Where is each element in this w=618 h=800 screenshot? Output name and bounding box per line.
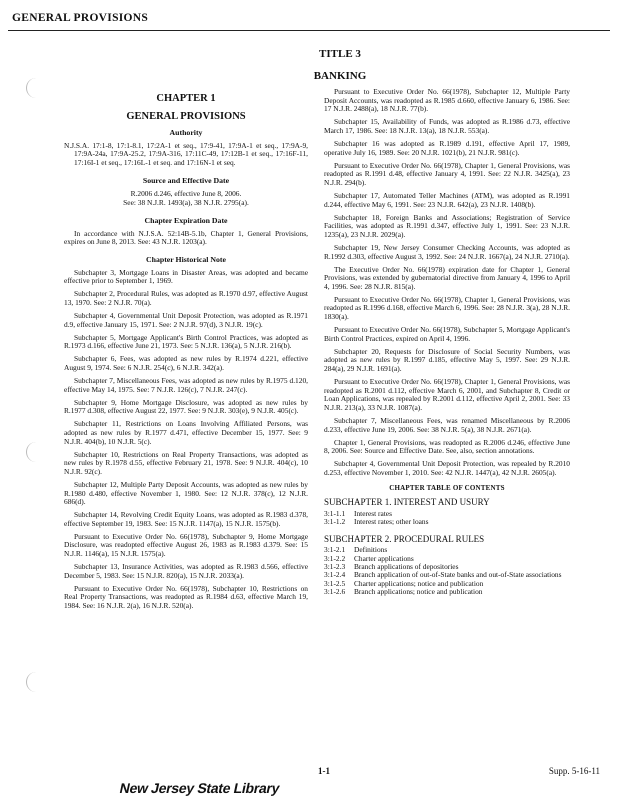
toc-entry[interactable] xyxy=(324,518,570,526)
history-note: Subchapter 14, Revolving Credit Equity Loans, was adopted as R.1983 d.378, effective September 19, 1983. See: 15 N.J.R. 1147(a), 15 N.J.R. 1575(b). xyxy=(64,510,308,528)
chapter-number: CHAPTER 1 xyxy=(156,93,216,104)
toc-section-number: 3:1-2.2 xyxy=(324,553,346,563)
history-note: Subchapter 20, Requests for Disclosure of Social Security Numbers, was adopted as new rules by R.1997 d.185, effective May 5, 1997. See: 29 N.J.R. 284(a), 29 N.J.R. 1691(a). xyxy=(324,346,570,374)
expiration-text: In accordance with N.J.S.A. 52:14B-5.1b, Chapter 1, General Provisions, expires on June 8, 2013. See: 43 N.J.R. 1203(a). xyxy=(64,228,308,247)
history-note: Chapter 1, General Provisions, was readopted as R.2006 d.246, effective June 8, 2006. See: Source and Effective Date. See, also, section annotations. xyxy=(324,437,570,456)
subchapter-1-heading: SUBCHAPTER 1. INTEREST AND USURY xyxy=(324,497,490,508)
toc-section-title: Branch application of out-of-State banks and out-of-State associations xyxy=(354,570,562,580)
right-column xyxy=(324,88,570,597)
library-stamp: New Jersey State Library xyxy=(118,780,282,796)
page-number: 1-1 xyxy=(318,766,330,776)
source-line-1: R.2006 d.246, effective June 8, 2006. xyxy=(130,188,242,198)
toc-section-title: Branch applications; notice and publication xyxy=(354,587,483,597)
authority-heading: Authority xyxy=(169,128,203,137)
history-note: Pursuant to Executive Order No. 66(1978), Subchapter 12, Multiple Party Deposit Accounts, was readopted as R.1985 d.660, effective January 6, 1986. See: 17 N.J.R. 2488(a), 18 N.J.R. 77(b). xyxy=(324,87,570,114)
scan-artifact xyxy=(26,78,41,98)
subchapter-2-heading: SUBCHAPTER 2. PROCEDURAL RULES xyxy=(324,533,485,544)
toc-section-number: 3:1-2.6 xyxy=(324,587,346,597)
chapter-name: GENERAL PROVISIONS xyxy=(126,111,246,122)
toc-section-title: Interest rates; other loans xyxy=(354,517,429,527)
expiration-heading: Chapter Expiration Date xyxy=(144,216,228,226)
history-note: Pursuant to Executive Order No. 66(1978), Chapter 1, General Provisions, was readopted as R.1991 d.48, effective January 4, 1991. See: 22 N.J.R. 3425(a), 23 N.J.R. 294(b). xyxy=(324,160,570,187)
toc-section-number: 3:1-2.4 xyxy=(324,570,346,580)
toc-section-number: 3:1-1.2 xyxy=(324,517,346,527)
history-note: Subchapter 17, Automated Teller Machines (ATM), was adopted as R.1991 d.244, effective May 6, 1991. See: 23 N.J.R. 642(a), 23 N.J.R. 1408(b). xyxy=(324,190,570,209)
header-rule xyxy=(8,30,610,31)
scan-artifact xyxy=(26,672,41,692)
history-note: Subchapter 7, Miscellaneous Fees, was adopted as new rules by R.1975 d.120, effective May 14, 1975. See: 7 N.J.R. 126(c), 7 N.J.R. 247(c). xyxy=(64,375,308,394)
history-note: Subchapter 4, Governmental Unit Deposit Protection, was repealed by R.2010 d.253, effective November 1, 2010. See: 42 N.J.R. 1447(a), 42 N.J.R. 2605(a). xyxy=(324,459,570,477)
history-note: Subchapter 2, Procedural Rules, was adopted as R.1970 d.97, effective August 13, 1970. See: 2 N.J.R. 70(a). xyxy=(64,289,308,307)
history-note: Subchapter 10, Restrictions on Real Property Transactions, was adopted as new rules by R.1978 d.55, effective February 21, 1978. See: 9 N.J.R. 404(c), 10 N.J.R. 92(c). xyxy=(64,449,308,476)
scan-artifact xyxy=(26,442,41,462)
history-note: Subchapter 13, Insurance Activities, was adopted as R.1983 d.566, effective December 5, 1983. See: 15 N.J.R. 820(a), 15 N.J.R. 2033(a). xyxy=(64,562,308,580)
history-note: Pursuant to Executive Order No. 66(1978), Subchapter 10, Restrictions on Real Property Transactions, was readopted as R.1984 d.63, effective March 19, 1984. See: 16 N.J.R. 2(a), 16 N.J.R. 520(a). xyxy=(64,583,308,611)
running-head: GENERAL PROVISIONS xyxy=(12,12,149,24)
toc-section-number: 3:1-2.3 xyxy=(324,561,346,571)
toc-section-number: 3:1-2.1 xyxy=(324,545,346,555)
supplement-date: Supp. 5-16-11 xyxy=(548,766,600,776)
history-note: Subchapter 11, Restrictions on Loans Involving Affiliated Persons, was adopted as new rules by R.1977 d.471, effective December 15, 1977. See: 9 N.J.R. 404(b), 10 N.J.R. 5(c). xyxy=(64,419,308,446)
history-note: Subchapter 5, Mortgage Applicant's Birth Control Practices, was adopted as R.1973 d.166, effective June 21, 1973. See: 5 N.J.R. 136(a), 5 N.J.R. 216(b). xyxy=(64,332,308,351)
toc-section-title: Charter applications; notice and publication xyxy=(354,578,484,588)
history-note: Subchapter 19, New Jersey Consumer Checking Accounts, was adopted as R.1992 d.303, effective August 3, 1992. See: 24 N.J.R. 1667(a), 24 N.J.R. 2710(a). xyxy=(324,242,570,261)
right-history-notes xyxy=(324,88,570,478)
toc-section-title: Definitions xyxy=(354,545,388,555)
authority-text: N.J.S.A. 17:1-8, 17:1-8.1, 17:2A-1 et seq., 17:9-41, 17:9A-1 et seq., 17:9A-9, 17:9A-24a, 17:9A-25.2, 17:9A-316, 17:11C-49, 17:12B-1 et seq., 17:16F-11, 17:16I-1 et seq., 17:16L-1 et seq. and 17:16N-1 et seq. xyxy=(64,140,308,167)
toc-section-number: 3:1-2.5 xyxy=(324,578,346,588)
history-note: Subchapter 15, Availability of Funds, was adopted as R.1986 d.73, effective March 17, 1986. See: 18 N.J.R. 13(a), 18 N.J.R. 553(a). xyxy=(324,117,570,135)
history-note: Subchapter 16 was adopted as R.1989 d.191, effective April 17, 1989, operative July 16, 1989. See: 20 N.J.R. 1021(b), 21 N.J.R. 981(c). xyxy=(324,138,570,157)
history-note: Subchapter 12, Multiple Party Deposit Accounts, was adopted as new rules by R.1980 d.480, effective November 1, 1980. See: 12 N.J.R. 378(c), 12 N.J.R. 686(d). xyxy=(64,479,308,507)
title-number: TITLE 3 xyxy=(319,48,361,60)
history-note: Subchapter 3, Mortgage Loans in Disaster Areas, was adopted and became effective prior to September 1, 1969. xyxy=(64,267,308,286)
history-note: Subchapter 9, Home Mortgage Disclosure, was adopted as new rules by R.1977 d.308, effective August 22, 1977. See: 9 N.J.R. 303(e), 9 N.J.R. 405(c). xyxy=(64,397,308,416)
toc-section-number: 3:1-1.1 xyxy=(324,508,346,518)
toc-section-title: Interest rates xyxy=(354,508,392,518)
history-note: Subchapter 18, Foreign Banks and Associations; Registration of Service Facilities, was adopted as R.1991 d.347, effective July 1, 1991. See: 23 N.J.R. 1235(a), 23 N.J.R. 2029(a). xyxy=(324,212,570,239)
history-note: Subchapter 7, Miscellaneous Fees, was renamed Miscellaneous by R.2006 d.233, effective June 19, 2006. See: 38 N.J.R. 5(a), 38 N.J.R. 2671(a). xyxy=(324,416,570,434)
history-note: Pursuant to Executive Order No. 66(1978), Subchapter 9, Home Mortgage Disclosure, was readopted effective August 26, 1983 as R.1983 d.379. See: 15 N.J.R. 1146(a), 15 N.J.R. 1575(a). xyxy=(64,531,308,559)
history-note: Pursuant to Executive Order No. 66(1978), Subchapter 5, Mortgage Applicant's Birth Control Practices, expired on April 4, 1996. xyxy=(324,325,570,343)
title-name: BANKING xyxy=(313,70,367,82)
toc-heading: CHAPTER TABLE OF CONTENTS xyxy=(389,483,505,492)
source-heading: Source and Effective Date xyxy=(142,176,230,186)
history-note: Pursuant to Executive Order No. 66(1978), Chapter 1, General Provisions, was readopted as R.1996 d.168, effective March 6, 1996. See: 28 N.J.R. 3(a), 28 N.J.R. 1830(a). xyxy=(324,294,570,322)
history-note: Subchapter 4, Governmental Unit Deposit Protection, was adopted as R.1971 d.9, effective January 15, 1971. See: 2 N.J.R. 97(d), 3 N.J.R. 19(c). xyxy=(64,310,308,329)
toc-section-title: Charter applications xyxy=(354,553,414,563)
history-note: The Executive Order No. 66(1978) expiration date for Chapter 1, General Provisions, was extended by gubernatorial directive from January 4, 1996 to April 4, 1996. See: 28 N.J.R. 815(a). xyxy=(324,264,570,291)
subchapter-1-list xyxy=(324,510,570,527)
source-line-2: See: 38 N.J.R. 1493(a), 38 N.J.R. 2795(a). xyxy=(123,197,249,207)
left-history-notes xyxy=(64,269,308,611)
toc-section-title: Branch applications of depositories xyxy=(354,561,459,571)
left-column xyxy=(64,93,308,615)
toc-entry[interactable] xyxy=(324,588,570,596)
history-note: Subchapter 6, Fees, was adopted as new rules by R.1974 d.221, effective August 9, 1974. See: 6 N.J.R. 254(c), 6 N.J.R. 342(a). xyxy=(64,354,308,372)
history-heading: Chapter Historical Note xyxy=(146,254,226,264)
subchapter-2-list xyxy=(324,546,570,596)
history-note: Pursuant to Executive Order No. 66(1978), Chapter 1, General Provisions, was readopted as R.2001 d.112, effective March 6, 2001, and Subchapter 8, Credit or Loan Applications, was repealed by R.2001 d.112, effective April 2, 2001. See: 33 N.J.R. 213(a), 33 N.J.R. 1087(a). xyxy=(324,377,570,412)
